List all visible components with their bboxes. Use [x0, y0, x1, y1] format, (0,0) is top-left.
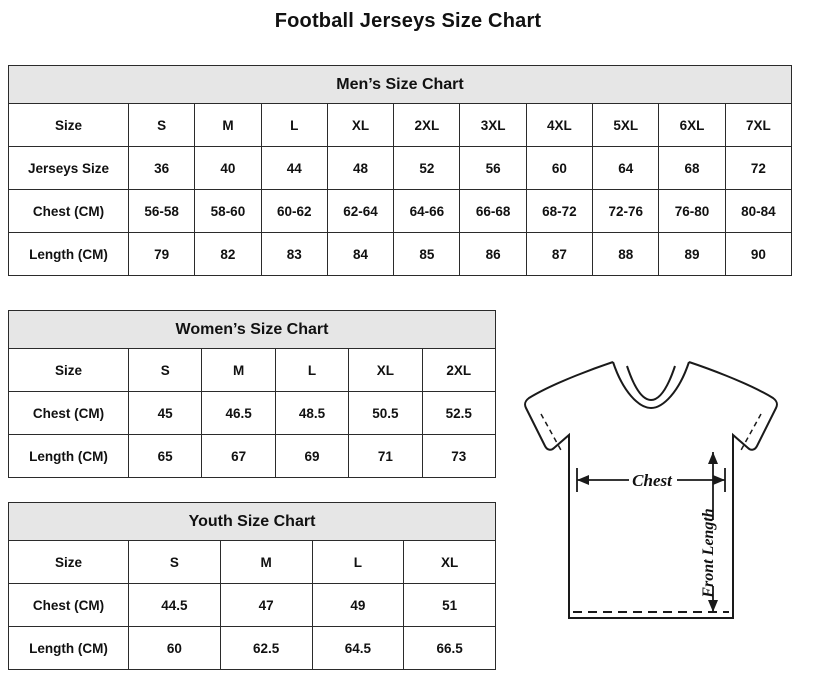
- row-header-cell: Jerseys Size: [9, 147, 129, 190]
- table-row: [9, 147, 792, 190]
- table-cell: 49: [312, 584, 404, 627]
- table-cell: L: [312, 541, 404, 584]
- youth-size-chart-section: [8, 502, 496, 670]
- table-cell: 51: [404, 584, 496, 627]
- table-cell: 64-66: [394, 190, 460, 233]
- table-cell: S: [129, 349, 202, 392]
- table-cell: 72-76: [593, 190, 659, 233]
- table-cell: 2XL: [422, 349, 495, 392]
- row-header-cell: Length (CM): [9, 627, 129, 670]
- table-cell: 46.5: [202, 392, 275, 435]
- front-length-label: Front Length: [700, 508, 717, 598]
- table-row: [9, 435, 496, 478]
- table-row: [9, 190, 792, 233]
- table-cell: 64.5: [312, 627, 404, 670]
- table-cell: 3XL: [460, 104, 526, 147]
- table-cell: 40: [195, 147, 261, 190]
- table-row: [9, 349, 496, 392]
- table-cell: 72: [725, 147, 791, 190]
- table-cell: XL: [349, 349, 422, 392]
- jersey-measurement-diagram: [505, 340, 805, 640]
- table-row: [9, 392, 496, 435]
- table-cell: 90: [725, 233, 791, 276]
- table-cell: 82: [195, 233, 261, 276]
- table-cell: 65: [129, 435, 202, 478]
- row-header-cell: Size: [9, 104, 129, 147]
- table-cell: 36: [129, 147, 195, 190]
- table-cell: 50.5: [349, 392, 422, 435]
- table-cell: L: [275, 349, 348, 392]
- womens-size-table: [8, 310, 496, 478]
- table-cell: 58-60: [195, 190, 261, 233]
- row-header-cell: Length (CM): [9, 435, 129, 478]
- table-cell: S: [129, 104, 195, 147]
- table-cell: 44: [261, 147, 327, 190]
- table-cell: 79: [129, 233, 195, 276]
- table-cell: 60-62: [261, 190, 327, 233]
- table-cell: 2XL: [394, 104, 460, 147]
- table-cell: 73: [422, 435, 495, 478]
- table-cell: 87: [526, 233, 592, 276]
- row-header-cell: Chest (CM): [9, 190, 129, 233]
- row-header-cell: Chest (CM): [9, 392, 129, 435]
- table-cell: 60: [129, 627, 221, 670]
- mens-size-table: [8, 65, 792, 276]
- table-cell: M: [202, 349, 275, 392]
- table-cell: S: [129, 541, 221, 584]
- table-cell: 60: [526, 147, 592, 190]
- youth-size-table-caption: Youth Size Chart: [8, 502, 496, 540]
- table-cell: 83: [261, 233, 327, 276]
- table-cell: XL: [404, 541, 496, 584]
- sleeve-seam-dashes-icon: [541, 414, 761, 452]
- youth-size-table: [8, 502, 496, 670]
- table-cell: 89: [659, 233, 725, 276]
- table-cell: 7XL: [725, 104, 791, 147]
- table-cell: XL: [327, 104, 393, 147]
- table-cell: M: [195, 104, 261, 147]
- table-cell: 68-72: [526, 190, 592, 233]
- table-cell: 67: [202, 435, 275, 478]
- row-header-cell: Size: [9, 541, 129, 584]
- table-cell: 80-84: [725, 190, 791, 233]
- mens-size-table-caption: Men’s Size Chart: [8, 65, 792, 103]
- womens-size-chart-section: [8, 310, 496, 478]
- table-cell: 56-58: [129, 190, 195, 233]
- jersey-outline-icon: [525, 362, 777, 618]
- table-cell: 48.5: [275, 392, 348, 435]
- table-cell: 48: [327, 147, 393, 190]
- table-cell: 85: [394, 233, 460, 276]
- table-cell: 76-80: [659, 190, 725, 233]
- table-cell: 71: [349, 435, 422, 478]
- table-cell: 5XL: [593, 104, 659, 147]
- table-row: [9, 541, 496, 584]
- table-cell: 56: [460, 147, 526, 190]
- table-row: [9, 104, 792, 147]
- table-row: [9, 627, 496, 670]
- table-cell: 45: [129, 392, 202, 435]
- jersey-diagram-svg: [505, 340, 805, 640]
- table-cell: 4XL: [526, 104, 592, 147]
- chest-label: Chest: [632, 471, 672, 490]
- table-cell: 69: [275, 435, 348, 478]
- table-cell: M: [220, 541, 312, 584]
- table-cell: 62.5: [220, 627, 312, 670]
- table-cell: 52: [394, 147, 460, 190]
- table-cell: 66.5: [404, 627, 496, 670]
- table-cell: 68: [659, 147, 725, 190]
- row-header-cell: Length (CM): [9, 233, 129, 276]
- table-cell: 86: [460, 233, 526, 276]
- table-row: [9, 233, 792, 276]
- row-header-cell: Size: [9, 349, 129, 392]
- table-cell: 47: [220, 584, 312, 627]
- table-cell: 6XL: [659, 104, 725, 147]
- table-cell: 44.5: [129, 584, 221, 627]
- table-cell: 62-64: [327, 190, 393, 233]
- table-cell: 84: [327, 233, 393, 276]
- table-row: [9, 584, 496, 627]
- table-cell: 52.5: [422, 392, 495, 435]
- page-title: Football Jerseys Size Chart: [274, 10, 542, 32]
- table-cell: 64: [593, 147, 659, 190]
- womens-size-table-caption: Women’s Size Chart: [8, 310, 496, 348]
- table-cell: L: [261, 104, 327, 147]
- table-cell: 66-68: [460, 190, 526, 233]
- mens-size-chart-section: [8, 65, 792, 276]
- row-header-cell: Chest (CM): [9, 584, 129, 627]
- table-cell: 88: [593, 233, 659, 276]
